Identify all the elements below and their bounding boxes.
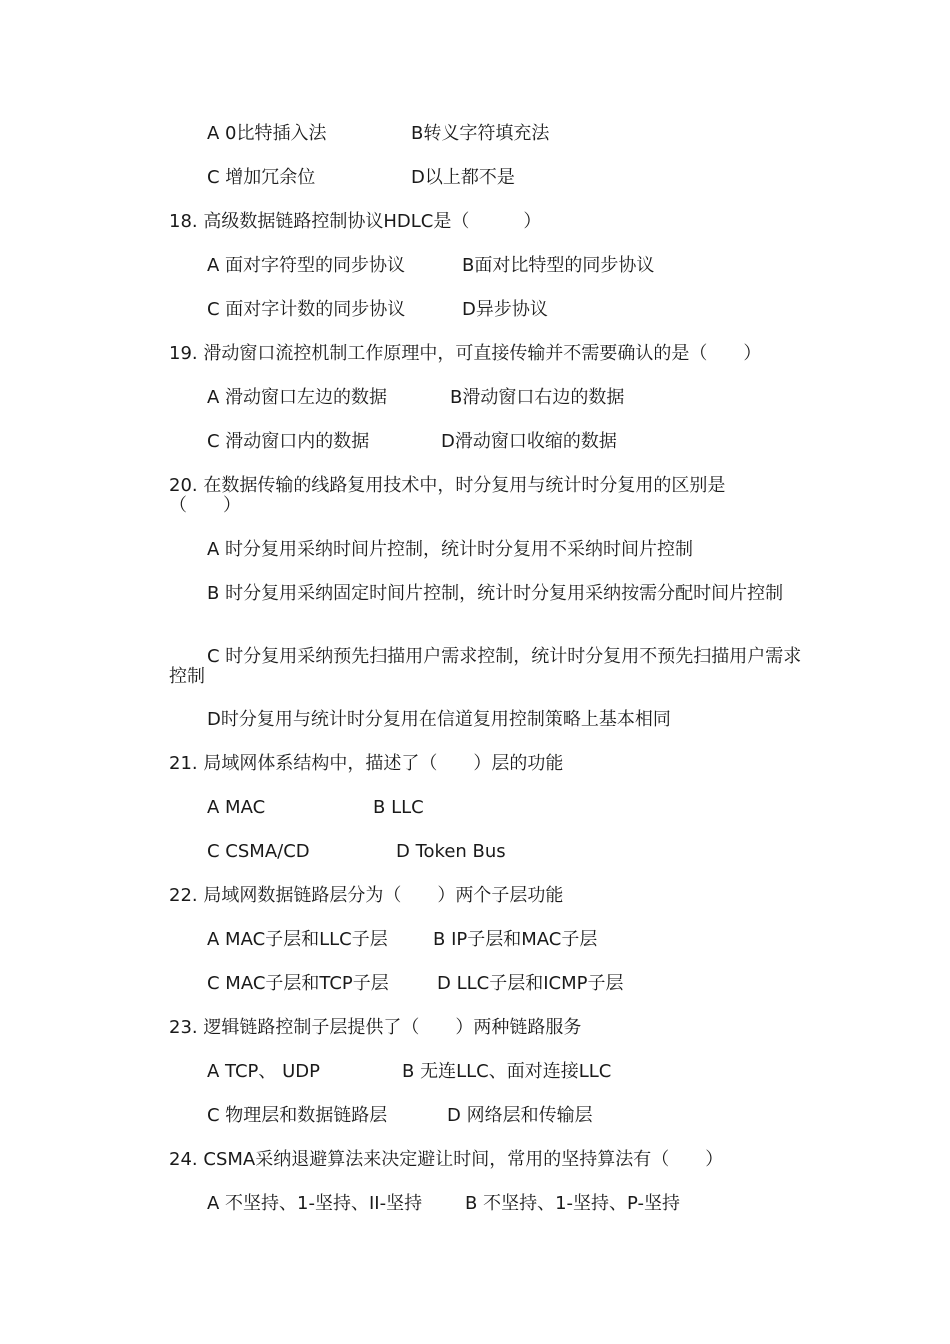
q22-option-b: B IP子层和MAC子层 [433, 929, 598, 950]
q20-text: 在数据传输的线路复用技术中，时分复用与统计时分复用的区别是（ ） [169, 475, 726, 516]
q18-option-d: D异步协议 [462, 299, 548, 320]
q21-question [169, 754, 563, 774]
q22-option-a: A MAC子层和LLC子层 [207, 929, 388, 950]
q18-option-c: C 面对字计数的同步协议 [207, 299, 406, 320]
q21-text: 局域网体系结构中，描述了（ ）层的功能 [203, 753, 564, 774]
q19-option-d: D滑动窗口收缩的数据 [441, 431, 617, 452]
q24-question [169, 1150, 723, 1170]
q23-option-c: C 物理层和数据链路层 [207, 1105, 388, 1126]
q20-option-c: C 时分复用采纳预先扫描用户需求控制，统计时分复用不预先扫描用户需求控制 [169, 646, 802, 687]
q17-option-c: C 增加冗余位 [207, 167, 316, 188]
q17-option-a: A 0比特插入法 [207, 123, 327, 144]
q19-number: 19. [169, 343, 198, 364]
q23-option-b: B 无连LLC、面对连接LLC [402, 1061, 612, 1082]
q18-option-b: B面对比特型的同步协议 [462, 255, 655, 276]
q21-option-a: A MAC [207, 797, 266, 818]
q19-text: 滑动窗口流控机制工作原理中，可直接传输并不需要确认的是（ ） [203, 343, 762, 364]
q20-option-d: D时分复用与统计时分复用在信道复用控制策略上基本相同 [207, 709, 671, 730]
q20-option-b: B 时分复用采纳固定时间片控制，统计时分复用采纳按需分配时间片控制 [207, 583, 784, 604]
q20-question [169, 476, 779, 516]
q22-option-c: C MAC子层和TCP子层 [207, 973, 389, 994]
q17-option-b: B转义字符填充法 [411, 123, 550, 144]
q22-question [169, 886, 563, 906]
q19-question [169, 344, 761, 364]
q24-option-a: A 不坚持、1-坚持、II-坚持 [207, 1193, 423, 1214]
q18-option-a: A 面对字符型的同步协议 [207, 255, 406, 276]
q21-option-c: C CSMA/CD [207, 841, 310, 862]
q18-number: 18. [169, 211, 198, 232]
q23-question [169, 1018, 581, 1038]
q22-option-d: D LLC子层和ICMP子层 [437, 973, 624, 994]
q20-number: 20. [169, 475, 198, 496]
q17-option-d: D以上都不是 [411, 167, 515, 188]
q18-text: 高级数据链路控制协议HDLC是（ ） [203, 211, 542, 232]
q23-number: 23. [169, 1017, 198, 1038]
q21-option-d: D Token Bus [396, 841, 506, 862]
q22-text: 局域网数据链路层分为（ ）两个子层功能 [203, 885, 564, 906]
q23-text: 逻辑链路控制子层提供了（ ）两种链路服务 [203, 1017, 582, 1038]
q20-option-a: A 时分复用采纳时间片控制，统计时分复用不采纳时间片控制 [207, 539, 694, 560]
q19-option-b: B滑动窗口右边的数据 [450, 387, 625, 408]
q21-option-b: B LLC [373, 797, 424, 818]
q21-number: 21. [169, 753, 198, 774]
q19-option-c: C 滑动窗口内的数据 [207, 431, 370, 452]
q24-text: CSMA采纳退避算法来决定避让时间，常用的坚持算法有（ ） [203, 1149, 724, 1170]
q18-question [169, 212, 541, 232]
q23-option-d: D 网络层和传输层 [447, 1105, 593, 1126]
q19-option-a: A 滑动窗口左边的数据 [207, 387, 388, 408]
q24-number: 24. [169, 1149, 198, 1170]
q23-option-a: A TCP、 UDP [207, 1061, 321, 1082]
q24-option-b: B 不坚持、1-坚持、P-坚持 [465, 1193, 680, 1214]
q22-number: 22. [169, 885, 198, 906]
